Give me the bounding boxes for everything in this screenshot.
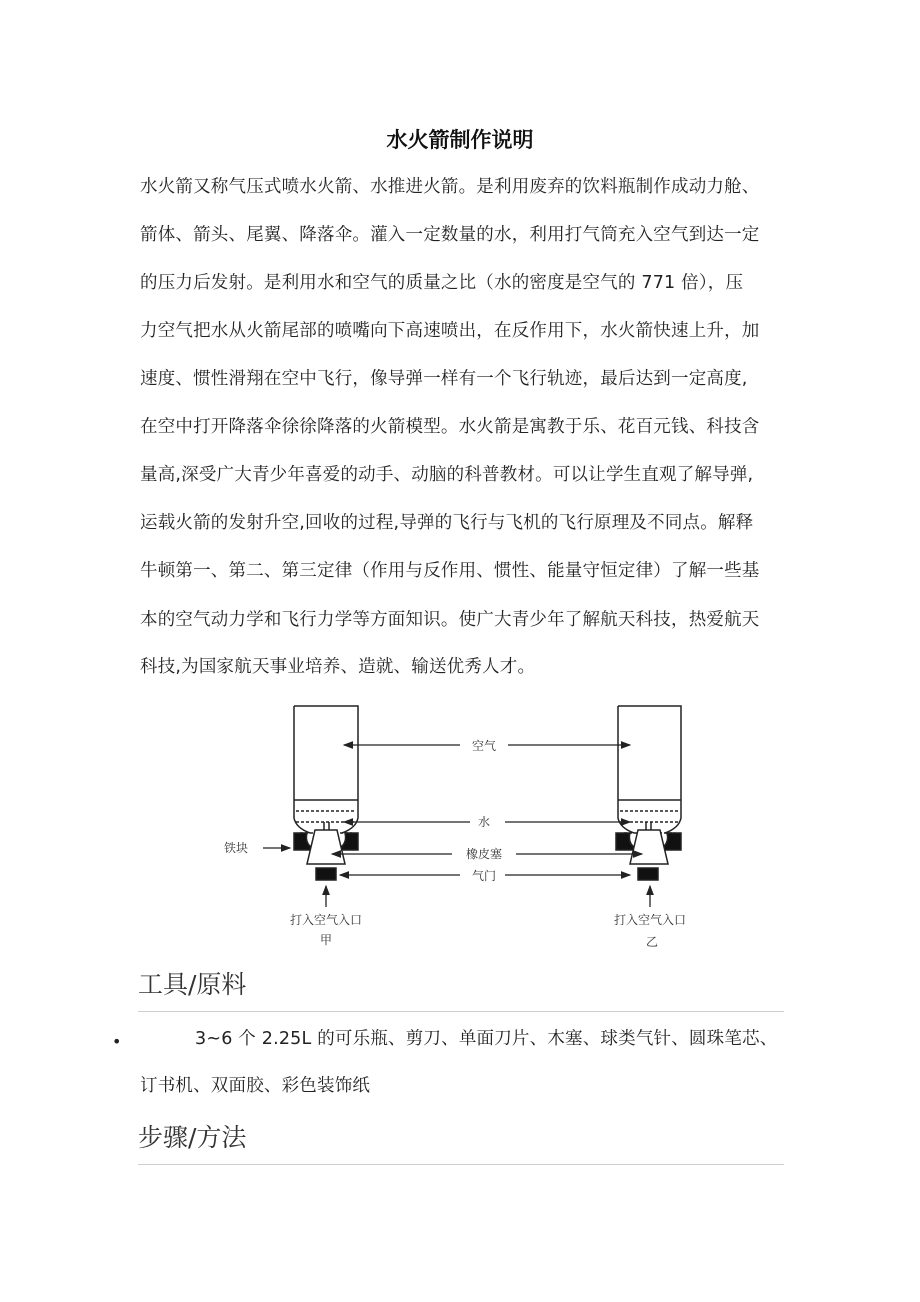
paragraph-line: 本的空气动力学和飞行力学等方面知识。使广大青少年了解航天科技，热爱航天: [140, 610, 760, 630]
label-inlet-right: 打入空气入口: [613, 913, 687, 927]
paragraph-line: 科技,为国家航天事业培养、造就、输送优秀人才。: [140, 657, 536, 677]
paragraph-line: 量高,深受广大青少年喜爱的动手、动脑的科普教材。可以让学生直观了解导弹,: [140, 465, 754, 485]
pointer-arrows: [263, 745, 650, 907]
divider: [138, 1164, 784, 1165]
paragraph-line: 牛顿第一、第二、第三定律（作用与反作用、惯性、能量守恒定律）了解一些基: [140, 561, 760, 581]
label-water: 水: [477, 815, 491, 829]
label-valve: 气门: [471, 869, 497, 883]
paragraph-line: 的压力后发射。是利用水和空气的质量之比（水的密度是空气的 771 倍），压: [140, 273, 744, 293]
label-yi: 乙: [645, 935, 659, 949]
label-jia: 甲: [319, 933, 333, 947]
tools-item-line: 3~6 个 2.25L 的可乐瓶、剪刀、单面刀片、木塞、球类气针、圆珠笔芯、: [195, 1029, 778, 1049]
label-air: 空气: [471, 739, 497, 753]
paragraph-line: 箭体、箭头、尾翼、降落伞。灌入一定数量的水，利用打气筒充入空气到达一定: [140, 225, 760, 245]
paragraph-line: 运载火箭的发射升空,回收的过程,导弹的飞行与飞机的飞行原理及不同点。解释: [140, 513, 754, 533]
document-title: 水火箭制作说明: [386, 128, 534, 152]
tools-heading: 工具/原料: [138, 970, 247, 999]
paragraph-line: 在空中打开降落伞徐徐降落的火箭模型。水火箭是寓教于乐、花百元钱、科技含: [140, 417, 760, 437]
tools-item-line: 订书机、双面胶、彩色装饰纸: [140, 1076, 371, 1096]
water-rocket-diagram: [220, 700, 700, 950]
bullet-icon: •: [112, 1032, 122, 1051]
paragraph-line: 速度、惯性滑翔在空中飞行，像导弹一样有一个飞行轨迹，最后达到一定高度,: [140, 369, 748, 389]
paragraph-line: 力空气把水从火箭尾部的喷嘴向下高速喷出，在反作用下，水火箭快速上升，加: [140, 321, 760, 341]
label-iron-block: 铁块: [224, 841, 249, 855]
label-rubber-stopper: 橡皮塞: [465, 847, 503, 861]
label-inlet-left: 打入空气入口: [289, 913, 363, 927]
divider: [138, 1011, 784, 1012]
steps-heading: 步骤/方法: [138, 1123, 247, 1152]
paragraph-line: 水火箭又称气压式喷水火箭、水推进火箭。是利用废弃的饮料瓶制作成动力舱、: [140, 177, 760, 197]
